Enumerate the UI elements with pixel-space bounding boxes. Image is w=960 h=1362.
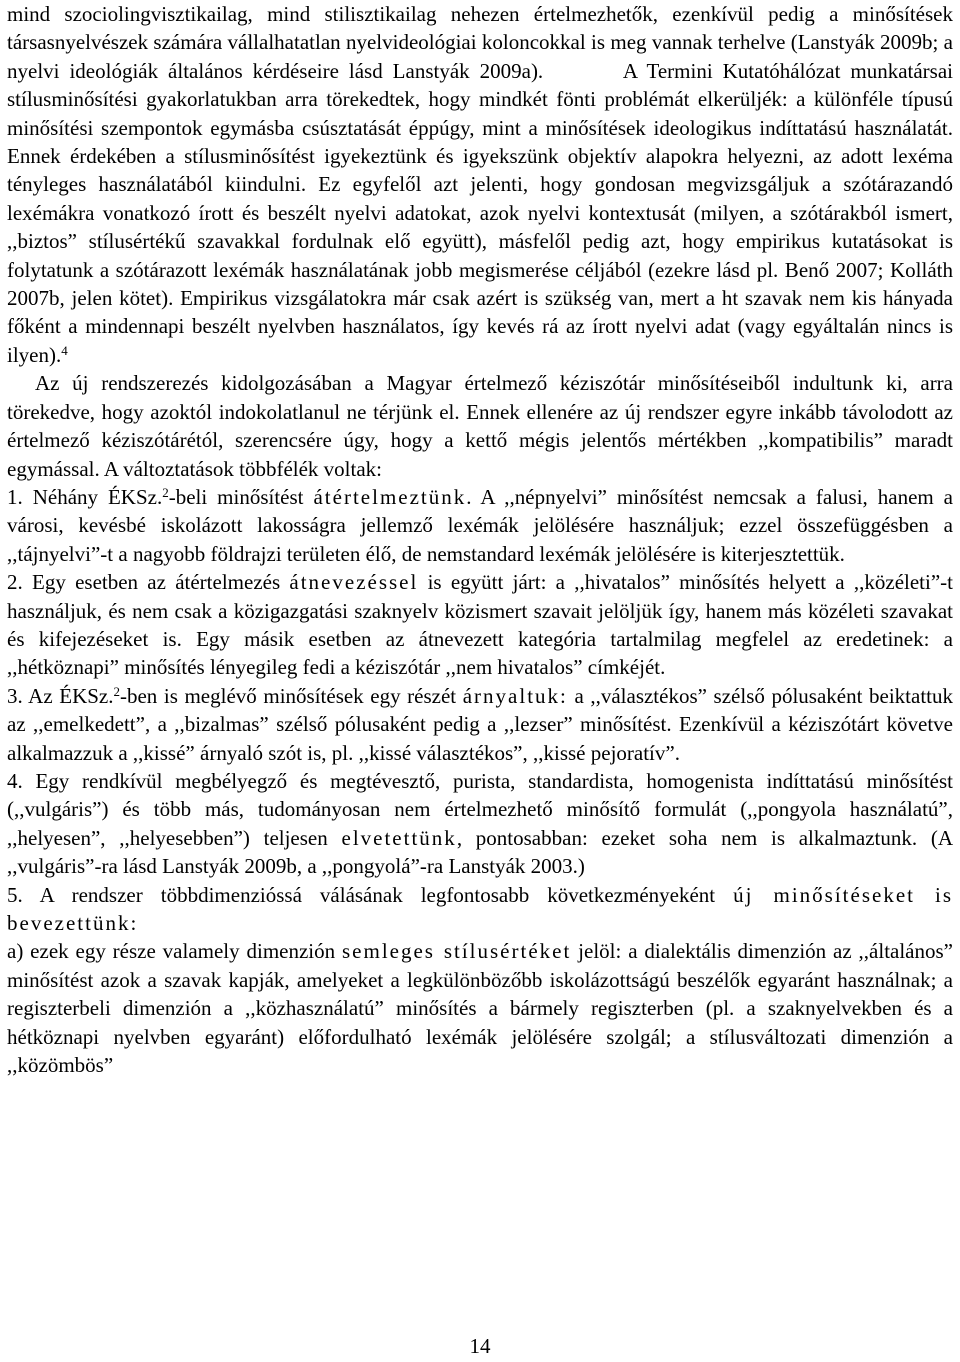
emphasized-term: elvetettünk — [341, 825, 457, 850]
paragraph-1-indent-gap — [543, 59, 623, 83]
list-item-4: 4. Egy rendkívül megbélyegző és megtévesztő, purista, standardista, homogenista indíttatású minősítést (,,vulgáris”) és több más, tudományosan nem értelmezhető minősítő formulát (,,pongyola használatú”, ,,helyesen”, ,,helyesebben”) teljesen elvetettünk, pontosabban: ezeket soha nem is alkalmaztunk. (A ,,vulgáris”-ra lásd Lanstyák 2009b, a ,,pongyolá”-ra Lanstyák 2003.) — [7, 768, 953, 879]
paragraph-1 — [7, 0, 953, 369]
emphasized-term: átértelmeztünk — [313, 484, 467, 509]
list-item-2: 2. Egy esetben az átértelmezés átnevezéssel is együtt járt: a ,,hivatalos” minősítés helyett a ,,közéleti”-t használjuk, és nem csak a közigazgatási szaknyelv közismert szavait jelöljük így, hanem más közéleti szavakat és kifejezéseket is. Egy másik esetben az átnevezett kategória tartalmilag megfelel az eredetinek: a ,,hétköznapi” minősítés lényegileg fedi a kéziszótár ,,nem hivatalos” címkéjét. — [7, 570, 953, 680]
list-item-3: 3. Az ÉKSz.$^2$-ben is meglévő minősítések egy részét árnyaltuk: a ,,választékos” szélső pólusaként beiktattuk az ,,emelkedett”, a ,,bizalmas” szélső pólusaként pedig a ,,lezser” minősítést. Ezenkívül a kéziszótárt követve alkalmazzuk a ,,kissé” árnyaló szót is, pl. ,,kissé választékos”, ,,kissé pejoratív”. — [7, 683, 953, 765]
emphasized-term: árnyaltuk: — [462, 683, 568, 708]
footnote-reference: 4 — [61, 342, 68, 358]
paragraph-1-main: A Termini Kutatóhálózat munkatársai stílusminősítési gyakorlatukban arra törekedtek, hogy mindkét fönti problémát elkerüljék: a különféle típusú minősítési szempontok egymásba csúsztatását éppúgy, mint a minősítések ideologikus indíttatású használatát. Ennek érdekében a stílusminősítést igyekeztünk és igyekszünk objektív alapokra helyezni, az adott lexéma tényleges használatából kiindulni. Ez egyfelől azt jelenti, hogy gondosan megvizsgáljuk a szótárazandó lexémákra vonatkozó írott és beszélt nyelvi adatokat, azok nyelvi kontextusát (milyen, a szótárakból ismert, ,,biztos” stílusértékű szavakkal fordulnak elő együtt), másfelől pedig azt, hogy empirikus kutatásokat is folytatunk a szótárazott lexémák használatának jobb megismerése céljából (ezekre lásd pl. Benő 2007; Kolláth 2007b, jelen kötet). Empirikus vizsgálatokra már csak azért is szükség van, mert a ht szavak nem kis hányada főként a mindennapi beszélt nyelvben használatos, így kevés rá az írott nyelvi adat (vagy egyáltalán nincs is ilyen). — [7, 58, 953, 367]
paragraph-1-continuation: mind szociolingvisztikailag, mind stilisztikailag nehezen értelmezhetők, ezenkívül pedig a minősítések társasnyelvészek számára vállalhatatlan nyelvideológiai koloncokkal is meg vannak terhelve (Lanstyák 2009b; a nyelvi ideológiák általános kérdéseire lásd Lanstyák 2009a). — [7, 2, 953, 83]
page-number: 14 — [469, 1334, 491, 1358]
list-item-5: 5. A rendszer többdimenzióssá válásának legfontosabb következményeként új minősítéseket is bevezettünk: — [7, 882, 954, 935]
emphasized-term: semleges stílusértéket — [342, 939, 572, 964]
emphasized-term: új minősítéseket is bevezettünk: — [7, 882, 954, 935]
emphasized-term: átnevezéssel — [289, 570, 419, 595]
list-item-a: a) ezek egy része valamely dimenzión semleges stílusértéket jelöl: a dialektális dimenzión az ,,általános” minősítést azok a szavak kapják, amelyeket a legkülönbözőbb iskolázottságú beszélők egyaránt használnak; a regiszterbeli dimenzión a ,,közhasználatú” minősítés a bármely regiszterben (pl. a szaknyelvekben és a hétköznapi nyelvben egyaránt) előfordulható lexémák jelölésére szolgál; a stílusváltozati dimenzión a ,,közömbös” — [7, 939, 953, 1078]
paragraph-2: Az új rendszerezés kidolgozásában a Magyar értelmező kéziszótár minősítéseiből indultunk ki, arra törekedve, hogy azoktól indokolatlanul ne térjünk el. Ennek ellenére az új rendszer egyre inkább távolodott az értelmező kéziszótárétól, szerencsére úgy, hogy a kettő mégis jelentős mértékben ,,kompatibilis” maradt egymással. A változtatások többfélék voltak: — [7, 371, 953, 481]
list-item-1: 1. Néhány ÉKSz.$^2$-beli minősítést átértelmeztünk. A ,,népnyelvi” minősítést nemcsak a falusi, hanem a városi, kevésbé iskolázott lakosságra jellemző lexémák jelölésére használjuk; ezzel összefüggésben a ,,tájnyelvi”-t a nagyobb földrajzi területen élő, de nemstandard lexémák jelölésére is kiterjesztettük. — [7, 484, 954, 566]
document-body — [7, 0, 953, 1079]
